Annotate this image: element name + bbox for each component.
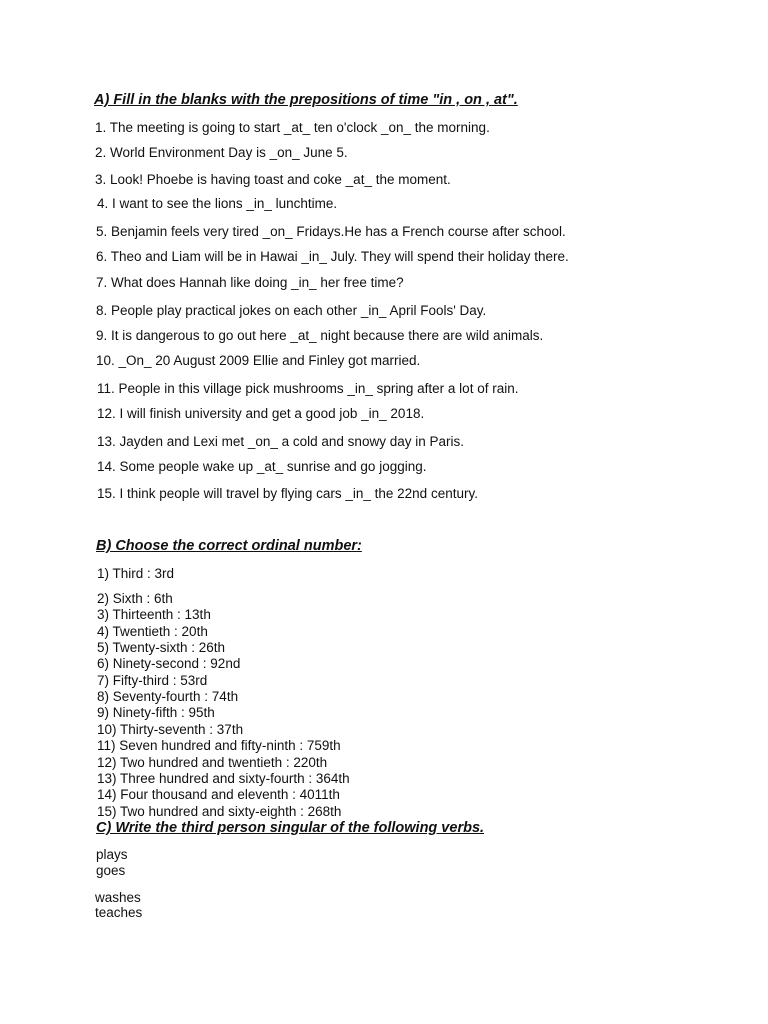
section-a-item-12: 12. I will finish university and get a good job _in_ 2018. [97,406,425,421]
section-b-item-6: 6) Ninety-second : 92nd [97,656,241,671]
section-b-item-1: 1) Third : 3rd [97,566,175,581]
section-c-item-4: teaches [95,905,143,920]
section-b-item-11: 11) Seven hundred and fifty-ninth : 759th [97,738,341,753]
section-a-item-13: 13. Jayden and Lexi met _on_ a cold and snowy day in Paris. [97,434,464,449]
section-c-item-1: plays [96,847,128,862]
section-a-item-10: 10. _On_ 20 August 2009 Ellie and Finley got married. [96,353,421,368]
section-a-item-4: 4. I want to see the lions _in_ lunchtime. [97,196,338,211]
section-b-item-8: 8) Seventy-fourth : 74th [97,689,239,704]
section-b-item-10: 10) Thirty-seventh : 37th [97,722,244,737]
section-b-item-15: 15) Two hundred and sixty-eighth : 268th [97,804,342,819]
section-b-item-7: 7) Fifty-third : 53rd [97,673,208,688]
section-b-item-13: 13) Three hundred and sixty-fourth : 364th [97,771,350,786]
section-a-item-2: 2. World Environment Day is _on_ June 5. [95,145,348,160]
section-c-item-2: goes [96,863,126,878]
section-b-item-9: 9) Ninety-fifth : 95th [97,705,215,720]
section-c-heading: C) Write the third person singular of the following verbs. [96,820,485,836]
section-b-item-3: 3) Thirteenth : 13th [97,607,211,622]
section-c-item-3: washes [95,890,141,905]
section-a-item-15: 15. I think people will travel by flying cars _in_ the 22nd century. [97,486,478,501]
section-a-item-9: 9. It is dangerous to go out here _at_ night because there are wild animals. [96,328,544,343]
section-a-item-7: 7. What does Hannah like doing _in_ her free time? [96,275,404,290]
section-a-item-3: 3. Look! Phoebe is having toast and coke _at_ the moment. [95,172,451,187]
section-a-item-1: 1. The meeting is going to start _at_ ten o'clock _on_ the morning. [95,120,490,135]
section-a-item-6: 6. Theo and Liam will be in Hawai _in_ July. They will spend their holiday there. [96,249,569,264]
section-b-item-12: 12) Two hundred and twentieth : 220th [97,755,328,770]
section-a-item-14: 14. Some people wake up _at_ sunrise and go jogging. [97,459,427,474]
section-a-item-5: 5. Benjamin feels very tired _on_ Fridays.He has a French course after school. [96,224,566,239]
section-a-item-8: 8. People play practical jokes on each other _in_ April Fools' Day. [96,303,487,318]
section-b-item-2: 2) Sixth : 6th [97,591,173,606]
section-b-item-14: 14) Four thousand and eleventh : 4011th [97,787,340,802]
section-b-item-4: 4) Twentieth : 20th [97,624,208,639]
section-b-heading: B) Choose the correct ordinal number: [96,538,362,554]
section-a-item-11: 11. People in this village pick mushrooms _in_ spring after a lot of rain. [97,381,519,396]
section-a-heading: A) Fill in the blanks with the prepositions of time "in , on , at". [94,92,518,108]
section-b-item-5: 5) Twenty-sixth : 26th [97,640,226,655]
